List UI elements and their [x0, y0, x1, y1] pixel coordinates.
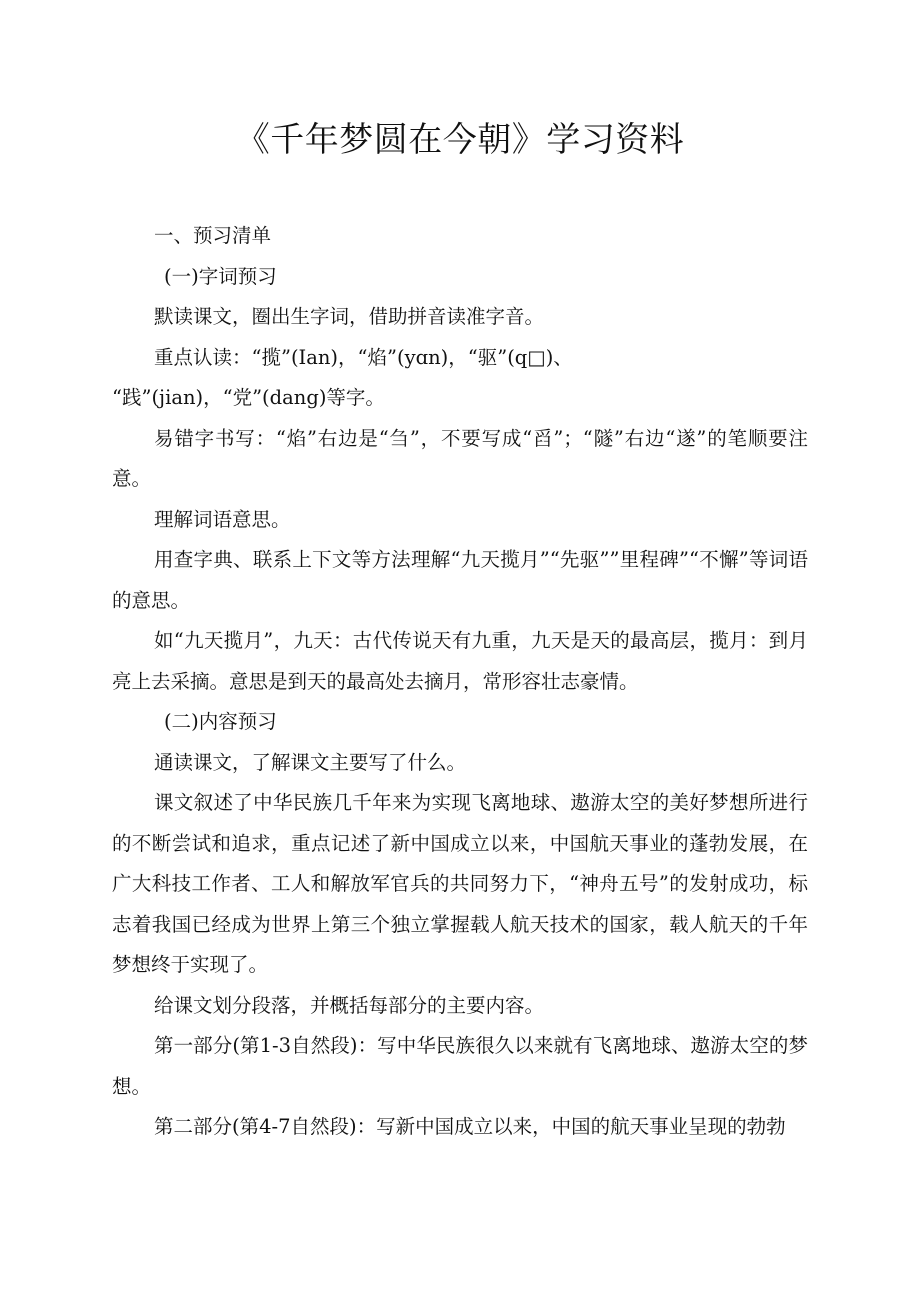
paragraph: 用查字典、联系上下文等方法理解“九天揽月”“先驱””里程碑”“不懈”等词语的意思。	[112, 548, 808, 612]
paragraph: 第一部分(第1-3自然段)：写中华民族很久以来就有飞离地球、遨游太空的梦想。	[112, 1034, 808, 1098]
paragraph: “践”(jian)，“党”(dang)等字。	[112, 386, 385, 409]
document-body	[112, 216, 808, 1148]
paragraph: 理解词语意思。	[154, 507, 291, 531]
paragraph: 重点认读：“揽”(Ian)，“焰”(yɑn)，“驱”(q□)、	[154, 345, 573, 369]
section-heading-preview: 一、预习清单	[154, 224, 272, 247]
subsection-heading-content: (二)内容预习	[164, 710, 277, 733]
document-title: 《千年梦圆在今朝》学习资料	[235, 120, 685, 160]
subsection-heading-words: (一)字词预习	[164, 264, 277, 288]
paragraph: 给课文划分段落，并概括每部分的主要内容。	[154, 993, 545, 1017]
paragraph: 默读课文，圈出生字词，借助拼音读准字音。	[154, 305, 545, 328]
paragraph: 第二部分(第4-7自然段)：写新中国成立以来，中国的航天事业呈现的勃勃	[154, 1115, 786, 1138]
paragraph: 易错字书写：“焰”右边是“刍”，不要写成“舀”；“隧”右边“遂”的笔顺要注意。	[112, 426, 808, 490]
paragraph: 通读课文，了解课文主要写了什么。	[154, 750, 467, 774]
paragraph: 课文叙述了中华民族几千年来为实现飞离地球、遨游太空的美好梦想所进行的不断尝试和追求，重点记述了新中国成立以来，中国航天事业的蓬勃发展，在广大科技工作者、工人和解放军官兵的共同努力下，“神舟五号”的发射成功，标志着我国已经成为世界上第三个独立掌握载人航天技术的国家，载人航天的千年梦想终于实现了。	[112, 791, 808, 976]
paragraph: 如“九天揽月”，九天：古代传说天有九重，九天是天的最高层，揽月：到月亮上去采摘。意思是到天的最高处去摘月，常形容壮志豪情。	[112, 629, 808, 693]
